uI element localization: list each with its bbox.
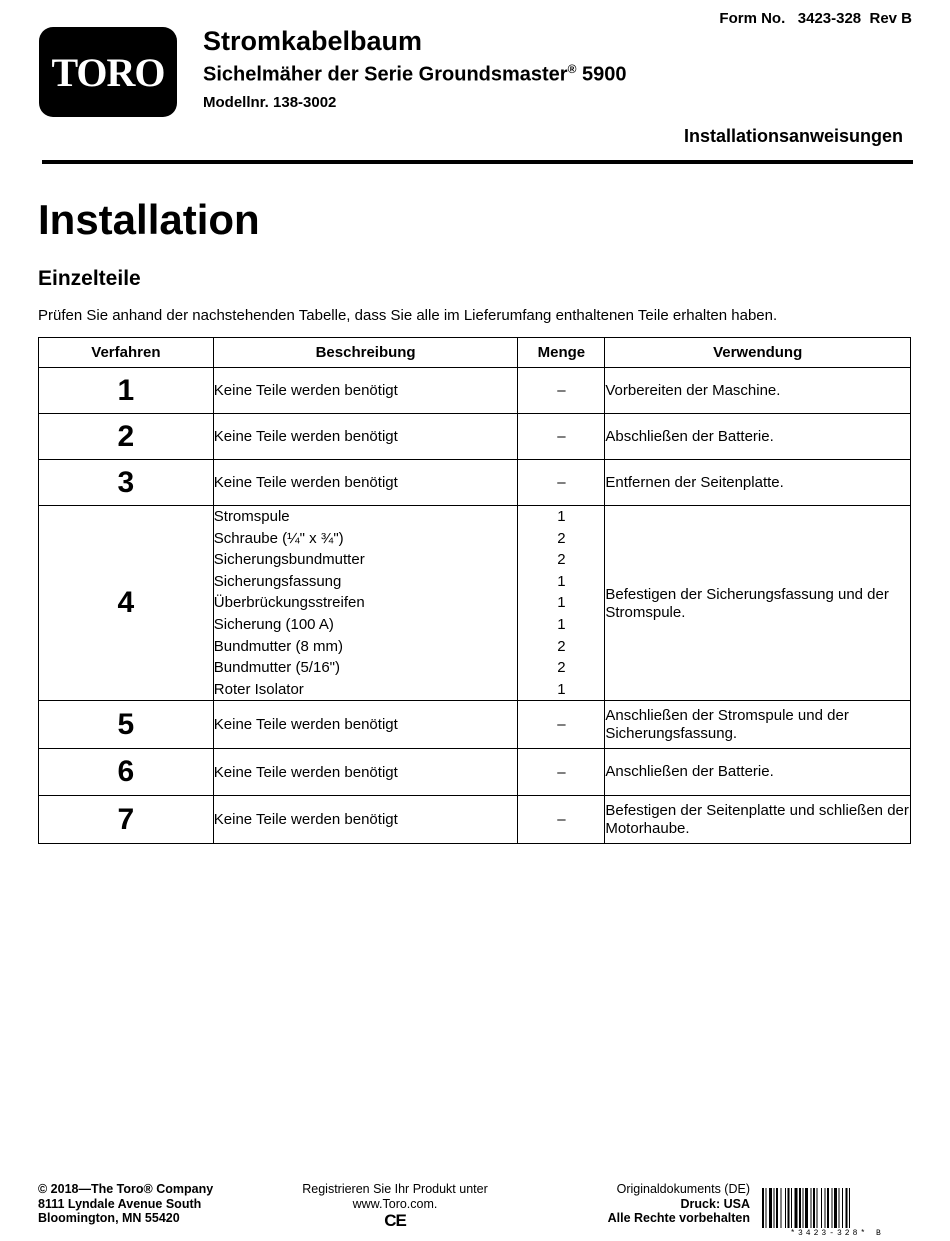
barcode-bar xyxy=(795,1188,798,1228)
column-header: Beschreibung xyxy=(213,338,518,368)
table-row xyxy=(39,460,911,506)
form-number: Form No. 3423-328 Rev B xyxy=(719,10,912,27)
barcode-bar xyxy=(834,1188,837,1228)
rights-text: Alle Rechte vorbehalten xyxy=(607,1211,750,1225)
description-cell xyxy=(213,506,518,701)
footer-company xyxy=(38,1182,213,1226)
model-number: Modellnr. 138-3002 xyxy=(203,94,337,111)
procedure-number: 6 xyxy=(39,749,214,796)
section-heading: Installation xyxy=(38,196,260,243)
description-cell: Keine Teile werden benötigt xyxy=(213,414,518,460)
part-name: Bundmutter (8 mm) xyxy=(213,637,343,655)
procedure-number: 3 xyxy=(39,460,214,506)
procedure-number: 5 xyxy=(39,701,214,749)
section-subheading: Einzelteile xyxy=(38,267,141,290)
part-quantity: 1 xyxy=(557,508,566,525)
part-name: Stromspule xyxy=(213,508,290,525)
description-cell: Keine Teile werden benötigt xyxy=(213,460,518,506)
intro-text: Prüfen Sie anhand der nachstehenden Tabelle, dass Sie alle im Lieferumfang enthaltenen Teile erhalten haben. xyxy=(38,307,778,324)
quantity-cell: – xyxy=(518,460,605,506)
footer-registration xyxy=(290,1182,500,1229)
quantity-cell xyxy=(518,506,605,701)
barcode-icon xyxy=(762,1188,912,1228)
quantity-cell: – xyxy=(518,749,605,796)
procedure-number: 4 xyxy=(39,506,214,701)
usage-cell: Befestigen der Sicherungsfassung und der Stromspule. xyxy=(605,506,911,701)
procedure-number: 7 xyxy=(39,796,214,844)
part-name: Sicherungsbundmutter xyxy=(213,551,365,569)
table-row xyxy=(39,796,911,844)
barcode-bar xyxy=(799,1188,801,1228)
barcode-bar xyxy=(811,1188,812,1228)
part-name: Überbrückungsstreifen xyxy=(213,594,365,612)
barcode-bar xyxy=(803,1188,804,1228)
address-line: 8111 Lyndale Avenue South xyxy=(38,1196,202,1211)
barcode-bar xyxy=(849,1188,850,1228)
quantity-cell: – xyxy=(518,368,605,414)
parts-table xyxy=(38,337,911,844)
barcode-text: *3423-328* B xyxy=(790,1229,884,1238)
procedure-number: 2 xyxy=(39,414,214,460)
usage-cell: Befestigen der Seitenplatte und schließen der Motorhaube. xyxy=(605,796,911,844)
column-header: Menge xyxy=(518,338,605,368)
column-header: Verwendung xyxy=(605,338,911,368)
barcode-bar xyxy=(813,1188,815,1228)
print-location: Druck: USA xyxy=(680,1196,750,1211)
register-url: www.Toro.com. xyxy=(352,1196,438,1211)
usage-cell: Anschließen der Batterie. xyxy=(605,749,911,796)
logo-text: TORO xyxy=(51,49,165,95)
usage-cell: Entfernen der Seitenplatte. xyxy=(605,460,911,506)
header-divider xyxy=(42,160,913,164)
part-quantity: 2 xyxy=(557,659,566,677)
description-cell: Keine Teile werden benötigt xyxy=(213,749,518,796)
procedure-number: 1 xyxy=(39,368,214,414)
address-line: Bloomington, MN 55420 xyxy=(38,1211,180,1225)
barcode-bar xyxy=(774,1188,775,1228)
table-row xyxy=(39,749,911,796)
table-header-row xyxy=(39,338,911,368)
table-row xyxy=(39,368,911,414)
document-type: Installationsanweisungen xyxy=(683,126,903,146)
register-text: Registrieren Sie Ihr Produkt unter xyxy=(302,1182,488,1196)
table-row xyxy=(39,414,911,460)
copyright: © 2018—The Toro® Company xyxy=(38,1182,214,1196)
part-name: Sicherungsfassung xyxy=(213,572,342,590)
part-quantity: 1 xyxy=(557,594,566,612)
description-cell: Keine Teile werden benötigt xyxy=(213,701,518,749)
barcode-bar xyxy=(825,1188,826,1228)
footer-print-info xyxy=(608,1182,750,1226)
barcode-bar xyxy=(832,1188,833,1228)
barcode-bar xyxy=(762,1188,764,1228)
column-header: Verfahren xyxy=(39,338,214,368)
usage-cell: Vorbereiten der Maschine. xyxy=(605,368,911,414)
quantity-cell: – xyxy=(518,414,605,460)
barcode-bar xyxy=(805,1188,808,1228)
part-quantity: 1 xyxy=(557,680,566,698)
part-quantity: 2 xyxy=(557,637,566,655)
subtitle-text: Sichelmäher der Serie Groundsmaster xyxy=(203,63,568,86)
barcode-bar xyxy=(821,1188,822,1228)
toro-logo xyxy=(39,27,177,117)
barcode-bar xyxy=(776,1188,778,1228)
part-name: Schraube (¼" x ¾") xyxy=(213,529,344,547)
barcode-bar xyxy=(788,1188,790,1228)
subtitle-model-series: 5900 xyxy=(576,63,627,86)
barcode-bar xyxy=(791,1188,792,1228)
barcode-bar xyxy=(766,1188,767,1228)
barcode-bar xyxy=(785,1188,786,1228)
barcode-bar xyxy=(817,1188,818,1228)
description-cell: Keine Teile werden benötigt xyxy=(213,796,518,844)
table-row xyxy=(39,506,911,701)
barcode-bar xyxy=(846,1188,848,1228)
quantity-cell: – xyxy=(518,701,605,749)
document-subtitle xyxy=(203,62,627,87)
barcode-bar xyxy=(769,1188,772,1228)
document-title: Stromkabelbaum xyxy=(203,26,423,56)
table-row xyxy=(39,701,911,749)
barcode-bar xyxy=(781,1188,782,1228)
barcode-bar xyxy=(839,1188,840,1228)
part-name: Roter Isolator xyxy=(213,680,304,698)
part-name: Bundmutter (5/16") xyxy=(213,659,340,677)
registered-mark: ® xyxy=(567,62,577,76)
barcode-bar xyxy=(827,1188,829,1228)
part-quantity: 1 xyxy=(557,572,566,590)
usage-cell: Abschließen der Batterie. xyxy=(605,414,911,460)
original-language: Originaldokuments (DE) xyxy=(616,1182,750,1196)
part-quantity: 1 xyxy=(557,615,566,633)
part-quantity: 2 xyxy=(557,529,566,547)
quantity-cell: – xyxy=(518,796,605,844)
ce-mark-icon: CE xyxy=(384,1211,406,1230)
barcode-bar xyxy=(842,1188,843,1228)
part-quantity: 2 xyxy=(557,551,566,569)
usage-cell: Anschließen der Stromspule und der Sicherungsfassung. xyxy=(605,701,911,749)
part-name: Sicherung (100 A) xyxy=(213,615,334,633)
description-cell: Keine Teile werden benötigt xyxy=(213,368,518,414)
